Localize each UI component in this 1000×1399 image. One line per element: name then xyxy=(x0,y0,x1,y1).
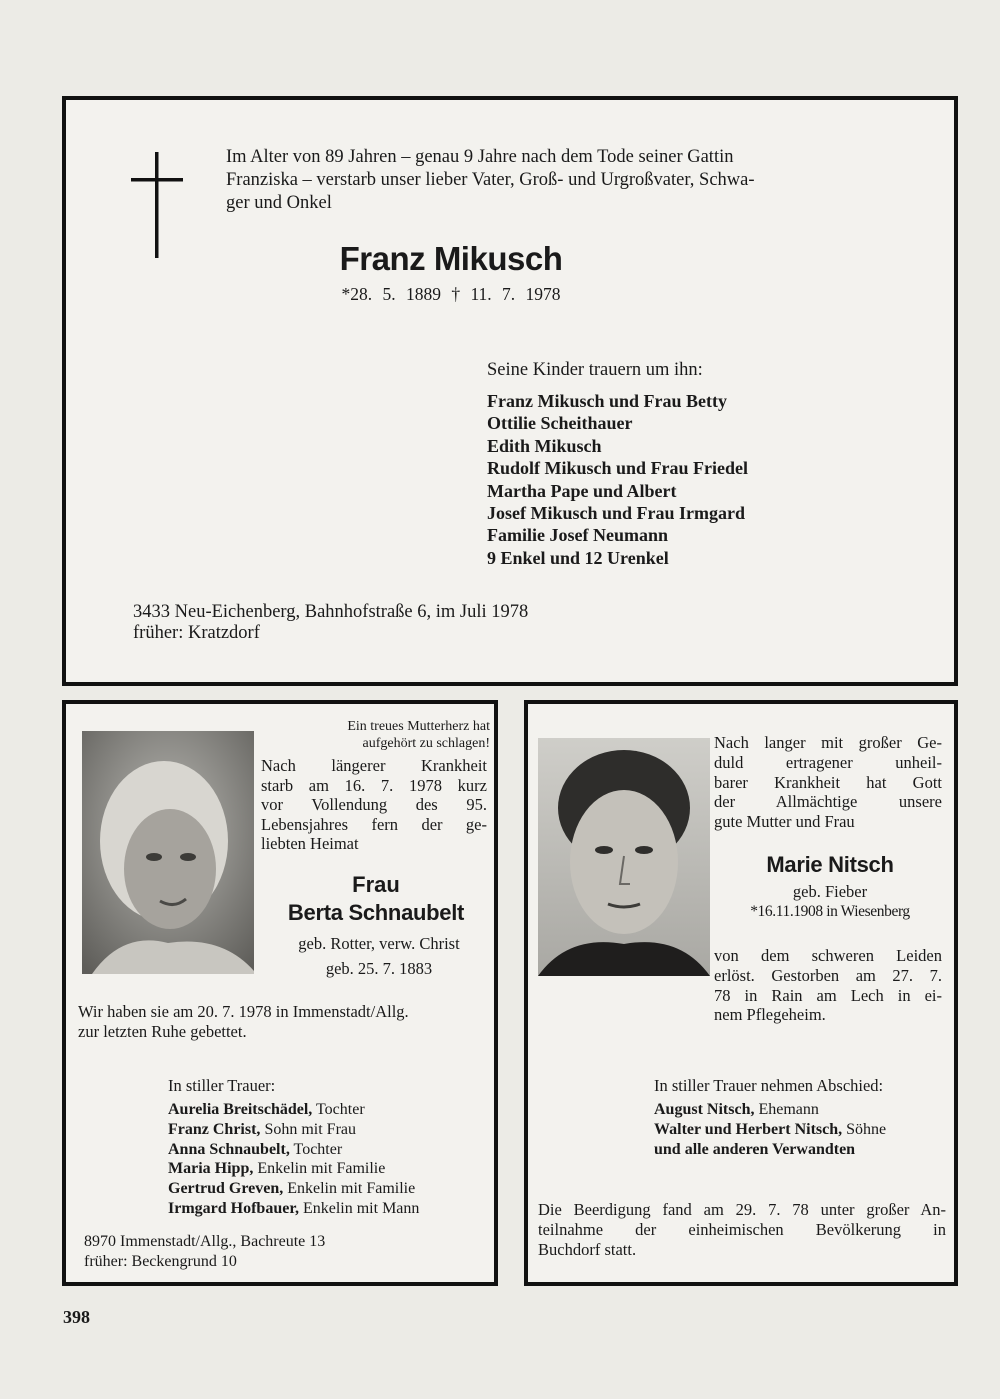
text-line: Wir haben sie am 20. 7. 1978 in Immenstadt/Allg. xyxy=(78,1002,409,1021)
text-line: gute Mutter und Frau xyxy=(714,812,855,832)
list-item xyxy=(654,1140,886,1160)
intro-line: Franziska – verstarb unser lieber Vater, Groß- und Urgroßvater, Schwa- xyxy=(226,170,755,190)
obituary-berta-schnaubelt xyxy=(62,700,498,1286)
deceased-name: Franz Mikusch xyxy=(339,240,563,277)
address-line: früher: Kratzdorf xyxy=(133,623,260,643)
list-item xyxy=(168,1120,419,1140)
mourners-heading: In stiller Trauer nehmen Abschied: xyxy=(654,1076,884,1095)
obituary-franz-mikusch xyxy=(62,96,958,686)
mourners-list xyxy=(168,1100,419,1219)
address xyxy=(84,1232,325,1272)
text-line: duld ertragener unheil- xyxy=(714,752,942,772)
mourners-list xyxy=(654,1100,886,1159)
funeral-text xyxy=(538,1200,946,1259)
address-line: früher: Beckengrund 10 xyxy=(84,1253,237,1270)
text-line: barer Krankheit hat Gott xyxy=(714,772,942,792)
intro-line: ger und Onkel xyxy=(226,193,332,213)
death-text xyxy=(714,946,942,1025)
intro-line: Im Alter von 89 Jahren – genau 9 Jahre nach dem Tode seiner Gattin xyxy=(226,147,734,167)
portrait-photo xyxy=(82,731,254,974)
address-line: 8970 Immenstadt/Allg., Bachreute 13 xyxy=(84,1233,326,1250)
mourner-relation: Sohn mit Frau xyxy=(264,1120,356,1138)
life-dates: *28. 5. 1889 † 11. 7. 1978 xyxy=(341,284,561,304)
mourner-relation: Enkelin mit Mann xyxy=(302,1199,420,1217)
text-line: von dem schweren Leiden xyxy=(714,946,942,965)
mourner-name: Aurelia Breitschädel, xyxy=(168,1101,313,1118)
born-name: geb. Fieber xyxy=(792,882,868,901)
list-item xyxy=(168,1199,419,1219)
text-line: Die Beerdigung fand am 29. 7. 78 unter großer An- xyxy=(538,1200,946,1219)
mourner-relation: Enkelin mit Familie xyxy=(257,1160,386,1178)
title: Frau xyxy=(352,872,400,897)
mourner-relation: Tochter xyxy=(316,1101,365,1118)
list-item xyxy=(168,1159,419,1179)
page-number: 398 xyxy=(63,1307,90,1327)
text-line: Buchdorf statt. xyxy=(538,1239,637,1259)
text-line: zur letzten Ruhe gebettet. xyxy=(78,1022,247,1041)
text-line: vor Vollendung des 95. xyxy=(261,795,487,814)
children-list xyxy=(487,390,748,569)
address-line: 3433 Neu-Eichenberg, Bahnhofstraße 6, im Juli 1978 xyxy=(133,602,529,622)
mourners-heading: In stiller Trauer: xyxy=(168,1076,276,1095)
mourner-relation: Ehemann xyxy=(758,1101,819,1118)
text-line: teilnahme der einheimischen Bevölkerung in xyxy=(538,1219,946,1239)
list-item xyxy=(168,1100,419,1120)
text-line: 78 in Rain am Lech in ei- xyxy=(714,985,942,1005)
list-item: Josef Mikusch und Frau Irmgard xyxy=(487,503,746,524)
mourner-relation: Söhne xyxy=(846,1120,887,1138)
deceased-name: Berta Schnaubelt xyxy=(287,900,465,925)
death-text xyxy=(261,756,487,854)
burial-text xyxy=(78,1002,490,1042)
list-item: Rudolf Mikusch und Frau Friedel xyxy=(487,458,749,479)
mourner-name: Irmgard Hofbauer, xyxy=(168,1199,299,1217)
deceased-name: Marie Nitsch xyxy=(766,852,894,877)
mourner-name: Gertrud Greven, xyxy=(168,1180,284,1198)
mourner-name: August Nitsch, xyxy=(654,1101,755,1118)
motto xyxy=(288,718,490,752)
list-item xyxy=(168,1140,419,1160)
text-line: erlöst. Gestorben am 27. 7. xyxy=(714,965,942,985)
portrait-image xyxy=(82,731,254,974)
birth-date: geb. 25. 7. 1883 xyxy=(325,959,433,978)
list-item: 9 Enkel und 12 Urenkel xyxy=(487,547,669,568)
text-line: nem Pflegeheim. xyxy=(714,1005,826,1025)
intro-text xyxy=(714,733,942,832)
portrait-image xyxy=(538,738,710,976)
text-line: Nach langer mit großer Ge- xyxy=(714,733,942,752)
portrait-photo xyxy=(538,738,710,976)
list-item xyxy=(654,1100,886,1120)
latin-cross-icon xyxy=(131,152,183,258)
mourners-heading: Seine Kinder trauern um ihn: xyxy=(487,360,703,380)
motto-line: aufgehört zu schlagen! xyxy=(362,736,490,751)
list-item xyxy=(654,1120,886,1140)
list-item: Edith Mikusch xyxy=(487,435,602,456)
mourner-relation: Tochter xyxy=(293,1140,343,1158)
mourner-relation: Enkelin mit Familie xyxy=(287,1180,416,1198)
list-item: Franz Mikusch und Frau Betty xyxy=(487,391,728,411)
list-item: Ottilie Scheithauer xyxy=(487,413,633,434)
mourner-name: Maria Hipp, xyxy=(168,1160,254,1178)
text-line: starb am 16. 7. 1978 kurz xyxy=(261,775,487,795)
list-item: Martha Pape und Albert xyxy=(487,480,677,501)
mourner-name: Anna Schnaubelt, xyxy=(168,1140,290,1158)
text-line: der Allmächtige unsere xyxy=(714,792,942,812)
mourner-name: und alle anderen Verwandten xyxy=(654,1140,856,1158)
obituary-marie-nitsch xyxy=(524,700,958,1286)
mourner-name: Franz Christ, xyxy=(168,1120,261,1138)
address xyxy=(133,602,528,644)
text-line: liebten Heimat xyxy=(261,834,359,853)
mourner-name: Walter und Herbert Nitsch, xyxy=(654,1120,843,1138)
intro-text xyxy=(226,146,886,215)
birth-date: *16.11.1908 in Wiesenberg xyxy=(750,903,910,920)
motto-line: Ein treues Mutterherz hat xyxy=(347,719,490,734)
list-item: Familie Josef Neumann xyxy=(487,525,668,546)
text-line: Lebensjahres fern der ge- xyxy=(261,814,487,834)
list-item xyxy=(168,1179,419,1199)
born-names: geb. Rotter, verw. Christ xyxy=(298,934,460,953)
text-line: Nach längerer Krankheit xyxy=(261,756,487,775)
